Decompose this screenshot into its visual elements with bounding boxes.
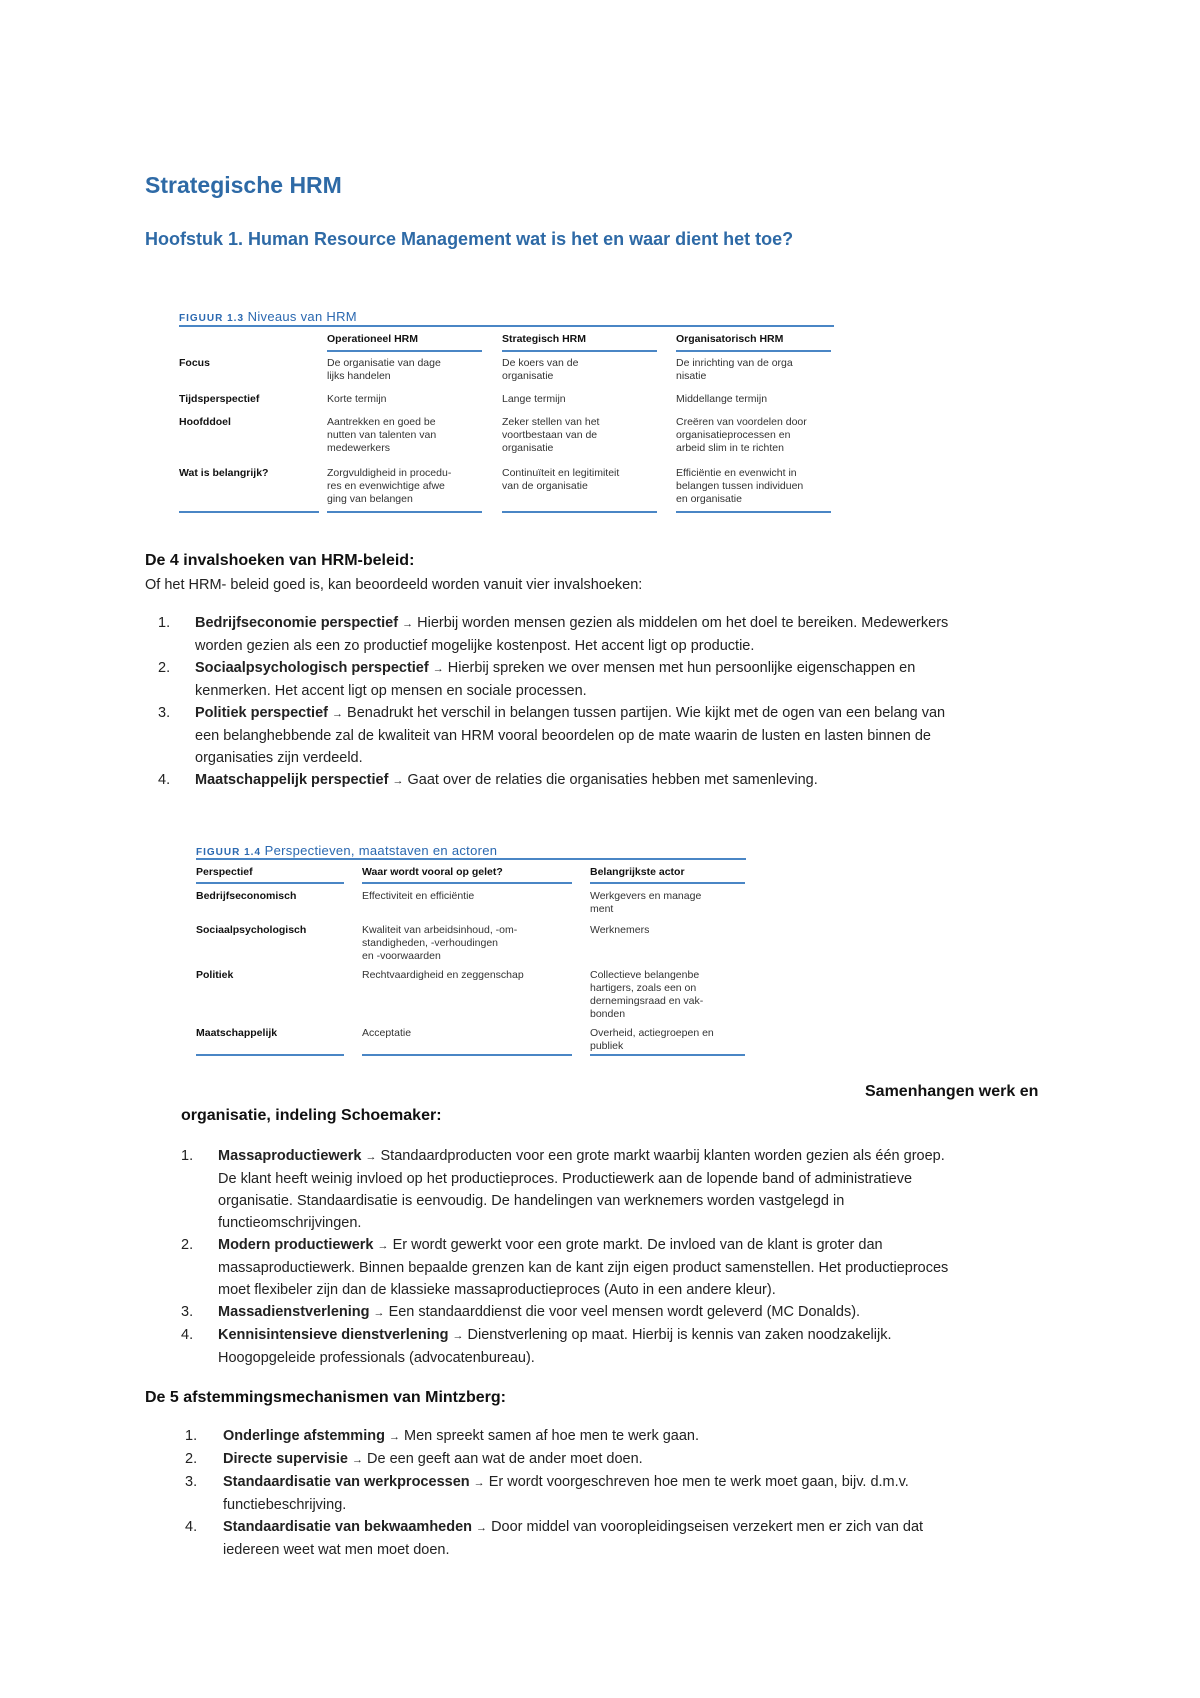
table-cell: Zorgvuldigheid in procedu- res en evenwichtige afwe ging van belangen bbox=[327, 467, 452, 505]
list-item bbox=[158, 702, 1078, 769]
table-cell: Collectieve belangenbe hartigers, zoals een on dernemingsraad en vak- bonden bbox=[590, 969, 704, 1020]
figure-title: Niveaus van HRM bbox=[247, 309, 357, 324]
list-term: Modern productiewerk bbox=[218, 1237, 374, 1253]
list-item-line: De klant heeft weinig invloed op het productieproces. Productiewerk aan de lopende band of administratieve bbox=[218, 1171, 913, 1187]
list-number: 3. bbox=[181, 1304, 194, 1320]
list-text: Dienstverlening op maat. Hierbij is kennis van zaken noodzakelijk. bbox=[467, 1327, 892, 1343]
table-cell: Korte termijn bbox=[327, 393, 387, 405]
table-rule bbox=[196, 858, 746, 860]
arrow-icon: → bbox=[432, 663, 444, 675]
table-cell: Efficiëntie en evenwicht in belangen tussen individuen en organisatie bbox=[676, 467, 804, 505]
table-cell: Lange termijn bbox=[502, 393, 566, 405]
list-item-line bbox=[218, 1324, 1081, 1347]
list-item-line bbox=[218, 1145, 1081, 1168]
list-term: Directe supervisie bbox=[223, 1451, 348, 1467]
arrow-icon: → bbox=[377, 1240, 389, 1252]
table-cell: De organisatie van dage lijks handelen bbox=[327, 357, 441, 382]
table-rule bbox=[590, 882, 745, 884]
list-item bbox=[181, 1145, 1081, 1234]
list-text: Men spreekt samen af hoe men te werk gaan. bbox=[404, 1428, 700, 1444]
arrow-icon: → bbox=[392, 775, 404, 787]
section-heading-line1: Samenhangen werk en bbox=[865, 1083, 1039, 1100]
list-item-line bbox=[223, 1425, 1085, 1448]
figure-title: Perspectieven, maatstaven en actoren bbox=[264, 843, 498, 858]
list-number: 2. bbox=[158, 660, 171, 676]
section-heading: De 5 afstemmingsmechanismen van Mintzberg: bbox=[145, 1389, 506, 1406]
table-rule bbox=[196, 882, 344, 884]
list-term: Bedrijfseconomie perspectief bbox=[195, 615, 399, 631]
row-label: Hoofddoel bbox=[179, 416, 231, 428]
table-rule bbox=[179, 511, 319, 513]
table-header: Belangrijkste actor bbox=[590, 866, 685, 878]
table-cell: Werknemers bbox=[590, 924, 650, 936]
list-item-line bbox=[223, 1448, 1085, 1471]
section-heading-line2: organisatie, indeling Schoemaker: bbox=[181, 1107, 442, 1124]
list-text: Er wordt gewerkt voor een grote markt. De invloed van de klant is groter dan bbox=[392, 1237, 883, 1253]
table-cell: Acceptatie bbox=[362, 1027, 412, 1039]
table-cell: Continuïteit en legitimiteit van de organisatie bbox=[502, 467, 620, 492]
invalshoeken-list bbox=[158, 612, 1078, 792]
list-item bbox=[185, 1516, 1085, 1561]
table-cell: Werkgevers en manage ment bbox=[590, 890, 702, 915]
table-header: Operationeel HRM bbox=[327, 333, 419, 345]
arrow-icon: → bbox=[332, 708, 343, 720]
table-cell: Overheid, actiegroepen en publiek bbox=[590, 1027, 714, 1052]
list-item-line: Hoogopgeleide professionals (advocatenbureau). bbox=[218, 1350, 535, 1366]
list-number: 3. bbox=[185, 1474, 198, 1490]
list-item-line: functieomschrijvingen. bbox=[218, 1215, 362, 1231]
figure-caption bbox=[179, 309, 357, 324]
list-item-line bbox=[195, 702, 1078, 725]
figure-number: FIGUUR 1.3 bbox=[179, 313, 245, 324]
list-item bbox=[181, 1301, 1081, 1324]
list-item bbox=[185, 1448, 1085, 1471]
row-label: Wat is belangrijk? bbox=[179, 467, 269, 479]
table-cell: Rechtvaardigheid en zeggenschap bbox=[362, 969, 524, 981]
list-item bbox=[185, 1425, 1085, 1448]
table-rule bbox=[502, 350, 657, 352]
figure-number: FIGUUR 1.4 bbox=[196, 847, 262, 858]
list-term: Standaardisatie van bekwaamheden bbox=[223, 1519, 473, 1535]
table-rule bbox=[196, 1054, 344, 1056]
table-header: Organisatorisch HRM bbox=[676, 333, 784, 345]
list-item bbox=[185, 1471, 1085, 1516]
schoemaker-list bbox=[181, 1145, 1081, 1369]
list-text: Benadrukt het verschil in belangen tussen partijen. Wie kijkt met de ogen van een belang van bbox=[347, 705, 946, 721]
table-cell: Effectiviteit en efficiëntie bbox=[362, 890, 475, 902]
list-number: 2. bbox=[181, 1237, 194, 1253]
list-text: Gaat over de relaties die organisaties hebben met samenleving. bbox=[407, 772, 818, 788]
row-label: Sociaalpsychologisch bbox=[196, 924, 307, 936]
list-item bbox=[181, 1234, 1081, 1301]
list-number: 4. bbox=[185, 1519, 198, 1535]
figure-caption bbox=[196, 843, 497, 858]
table-cell: Aantrekken en goed be nutten van talenten van medewerkers bbox=[327, 416, 437, 454]
arrow-icon: → bbox=[373, 1307, 385, 1319]
list-term: Maatschappelijk perspectief bbox=[195, 772, 389, 788]
list-term: Standaardisatie van werkprocessen bbox=[223, 1474, 470, 1490]
table-cell: De inrichting van de orga nisatie bbox=[676, 357, 793, 382]
list-item-line: organisaties zijn verdeeld. bbox=[195, 750, 363, 766]
list-text: Er wordt voorgeschreven hoe men te werk moet gaan, bijv. d.m.v. bbox=[488, 1474, 909, 1490]
list-item-line: functiebeschrijving. bbox=[223, 1497, 347, 1513]
list-item bbox=[158, 612, 1078, 657]
list-item-line bbox=[195, 612, 1078, 635]
list-text: De een geeft aan wat de ander moet doen. bbox=[367, 1451, 643, 1467]
list-item-line bbox=[195, 769, 1078, 792]
list-item bbox=[158, 657, 1078, 702]
mintzberg-list bbox=[185, 1425, 1085, 1561]
arrow-icon: → bbox=[476, 1522, 488, 1534]
table-rule bbox=[362, 882, 572, 884]
list-number: 2. bbox=[185, 1451, 198, 1467]
list-number: 1. bbox=[181, 1148, 194, 1164]
list-text: Door middel van vooropleidingseisen verzekert men er zich van dat bbox=[491, 1519, 924, 1535]
row-label: Politiek bbox=[196, 969, 234, 981]
list-number: 3. bbox=[158, 705, 171, 721]
table-rule bbox=[676, 350, 831, 352]
list-term: Massaproductiewerk bbox=[218, 1148, 362, 1164]
list-item-line: iedereen weet wat men moet doen. bbox=[223, 1542, 450, 1558]
list-item-line bbox=[218, 1234, 1081, 1257]
list-text: Hierbij worden mensen gezien als middelen om het doel te bereiken. Medewerkers bbox=[417, 615, 949, 631]
list-item-line bbox=[223, 1471, 1085, 1494]
row-label: Tijdsperspectief bbox=[179, 393, 260, 405]
list-text: Hierbij spreken we over mensen met hun persoonlijke eigenschappen en bbox=[447, 660, 916, 676]
list-term: Sociaalpsychologisch perspectief bbox=[195, 660, 429, 676]
table-rule bbox=[179, 325, 834, 327]
list-number: 1. bbox=[158, 615, 171, 631]
list-item-line: kenmerken. Het accent ligt op mensen en sociale processen. bbox=[195, 683, 587, 699]
list-term: Kennisintensieve dienstverlening bbox=[218, 1327, 449, 1343]
row-label: Bedrijfseconomisch bbox=[196, 890, 297, 902]
section-heading: De 4 invalshoeken van HRM-beleid: bbox=[145, 552, 415, 569]
list-item-line: organisatie. Standaardisatie is eenvoudig. De handelingen van werknemers worden vastgelegd in bbox=[218, 1193, 845, 1209]
table-rule bbox=[502, 511, 657, 513]
table-cell: Middellange termijn bbox=[676, 393, 768, 405]
list-text: Een standaarddienst die voor veel mensen wordt geleverd (MC Donalds). bbox=[388, 1304, 861, 1320]
arrow-icon: → bbox=[452, 1330, 464, 1342]
table-header: Strategisch HRM bbox=[502, 333, 587, 345]
list-item-line bbox=[218, 1301, 1081, 1324]
list-item-line: een belanghebbende zal de kwaliteit van HRM vooral beoordelen op de mate waarin de lusten en lasten binnen de bbox=[195, 728, 931, 744]
list-item-line: massaproductiewerk. Binnen bepaalde grenzen kan de kant zijn eigen product samenstellen. Het productieproces bbox=[218, 1260, 949, 1276]
arrow-icon: → bbox=[402, 618, 414, 630]
list-item-line: moet flexibeler zijn dan de klassieke massaproductieproces (Auto in een andere kleur). bbox=[218, 1282, 776, 1298]
list-item-line bbox=[195, 657, 1078, 680]
list-text: Standaardproducten voor een grote markt waarbij klanten worden gezien als één groep. bbox=[380, 1148, 945, 1164]
list-number: 1. bbox=[185, 1428, 198, 1444]
list-number: 4. bbox=[158, 772, 171, 788]
chapter-heading: Hoofstuk 1. Human Resource Management wat is het en waar dient het toe? bbox=[145, 229, 794, 249]
table-rule bbox=[362, 1054, 572, 1056]
list-item-line bbox=[223, 1516, 1085, 1539]
list-item bbox=[158, 769, 1078, 792]
table-rule bbox=[327, 350, 482, 352]
table-rule bbox=[676, 511, 831, 513]
arrow-icon: → bbox=[351, 1454, 363, 1466]
arrow-icon: → bbox=[388, 1431, 400, 1443]
arrow-icon: → bbox=[473, 1477, 485, 1489]
table-header: Waar wordt vooral op gelet? bbox=[362, 866, 503, 878]
arrow-icon: → bbox=[365, 1151, 377, 1163]
table-header: Perspectief bbox=[196, 866, 253, 878]
table-rule bbox=[327, 511, 482, 513]
list-term: Politiek perspectief bbox=[195, 705, 328, 721]
table-cell: Creëren van voordelen door organisatieprocessen en arbeid slim in te richten bbox=[676, 416, 807, 454]
table-cell: De koers van de organisatie bbox=[502, 357, 579, 382]
list-term: Onderlinge afstemming bbox=[223, 1428, 385, 1444]
section-intro: Of het HRM- beleid goed is, kan beoordeeld worden vanuit vier invalshoeken: bbox=[145, 577, 643, 593]
row-label: Focus bbox=[179, 357, 210, 369]
table-cell: Kwaliteit van arbeidsinhoud, -om- standigheden, -verhoudingen en -voorwaarden bbox=[362, 924, 518, 962]
list-item-line: worden gezien als een zo productief mogelijke kostenpost. Het accent ligt op productie. bbox=[195, 638, 755, 654]
list-term: Massadienstverlening bbox=[218, 1304, 370, 1320]
page-title: Strategische HRM bbox=[145, 172, 342, 198]
table-rule bbox=[590, 1054, 745, 1056]
table-cell: Zeker stellen van het voortbestaan van de organisatie bbox=[502, 416, 600, 454]
list-number: 4. bbox=[181, 1327, 194, 1343]
list-item bbox=[181, 1324, 1081, 1369]
row-label: Maatschappelijk bbox=[196, 1027, 278, 1039]
